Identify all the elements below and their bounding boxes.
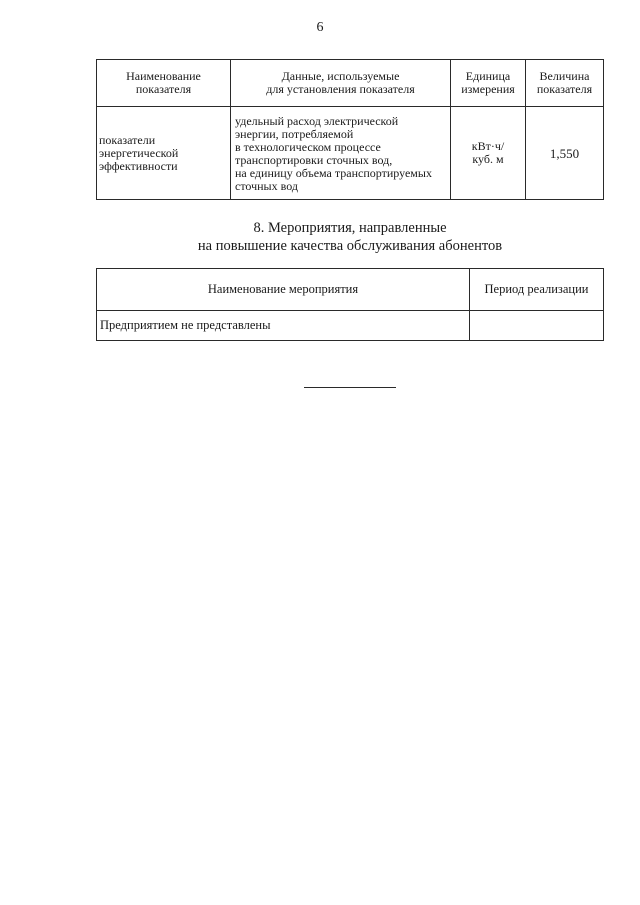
table-row bbox=[97, 311, 604, 341]
header-indicator-name bbox=[97, 60, 231, 107]
section-heading: 8. Мероприятия, направленные на повышение качества обслуживания абонентов bbox=[197, 220, 503, 254]
page-number: 6 bbox=[316, 20, 324, 35]
header-indicator-data-text: Данные, используемые для установления показателя bbox=[266, 69, 415, 96]
header-value-text: Величина показателя bbox=[536, 69, 593, 96]
indicator-unit-text: кВт·ч/ куб. м bbox=[471, 139, 505, 166]
indicator-table bbox=[96, 59, 604, 200]
indicator-table-header-row bbox=[97, 60, 604, 107]
header-unit-text: Единица измерения bbox=[461, 69, 515, 96]
indicator-value-cell bbox=[526, 107, 604, 200]
indicator-value-text: 1,550 bbox=[549, 145, 580, 161]
indicator-data-cell bbox=[231, 107, 451, 200]
header-value bbox=[526, 60, 604, 107]
header-indicator-name-text: Наименование показателя bbox=[126, 69, 201, 96]
indicator-name-cell bbox=[97, 107, 231, 200]
indicator-name-text: показатели энергетической эффективности bbox=[99, 132, 179, 173]
measure-name-cell: Предприятием не представлены bbox=[97, 311, 470, 341]
indicator-data-text: удельный расход электрической энергии, потребляемой в технологическом процессе транспортировки сточных вод, на единицу объема транспортируемых сточных вод bbox=[235, 113, 432, 193]
indicator-unit-cell bbox=[451, 107, 526, 200]
table-row bbox=[97, 107, 604, 200]
measures-table bbox=[96, 268, 604, 341]
measures-table-header-row bbox=[97, 269, 604, 311]
measure-period-cell bbox=[470, 311, 604, 341]
header-indicator-data bbox=[231, 60, 451, 107]
end-divider bbox=[304, 387, 396, 388]
header-unit bbox=[451, 60, 526, 107]
header-period: Период реализации bbox=[470, 269, 604, 311]
header-measure-name: Наименование мероприятия bbox=[97, 269, 470, 311]
